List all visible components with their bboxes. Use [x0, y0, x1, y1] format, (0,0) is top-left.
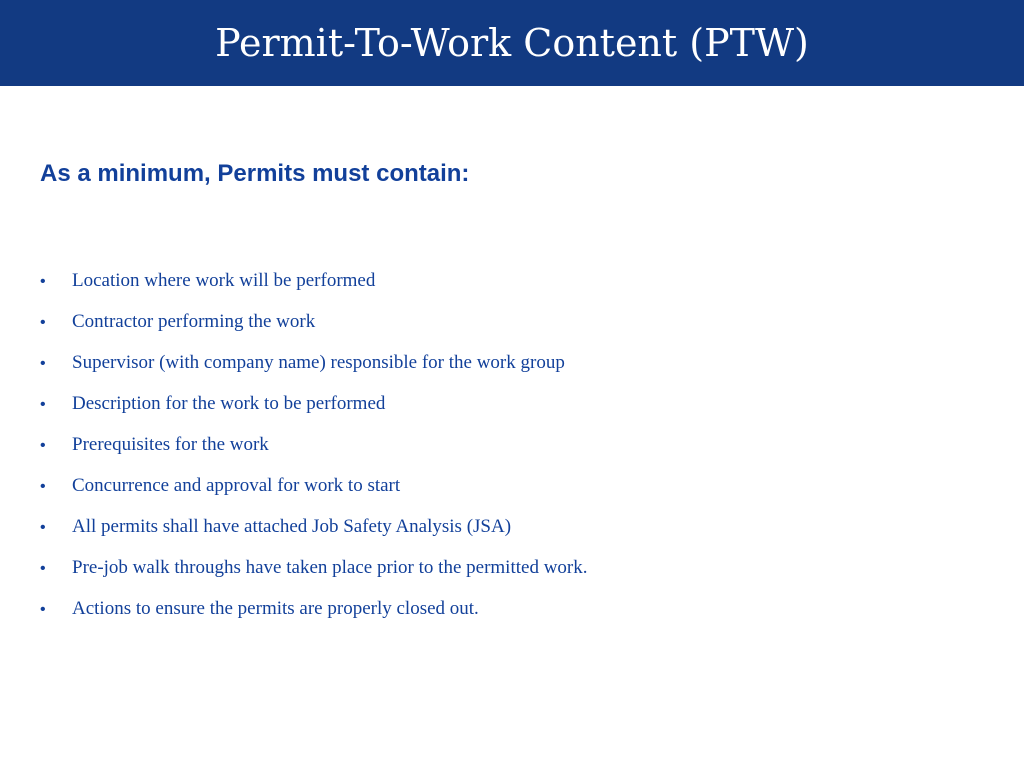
- bullet-text: Supervisor (with company name) responsible for the work group: [72, 352, 565, 373]
- bullet-text: Actions to ensure the permits are properly closed out.: [72, 598, 479, 619]
- bullet-text: All permits shall have attached Job Safety Analysis (JSA): [72, 516, 512, 537]
- bullet-icon: •: [40, 601, 46, 618]
- bullet-list: [40, 270, 588, 639]
- bullet-text: Concurrence and approval for work to start: [72, 475, 401, 496]
- bullet-text: Location where work will be performed: [72, 270, 376, 291]
- bullet-item: [40, 270, 588, 311]
- bullet-item: [40, 393, 588, 434]
- bullet-icon: •: [40, 273, 46, 290]
- slide-subtitle: As a minimum, Permits must contain:: [40, 160, 470, 187]
- slide-title: Permit-To-Work Content (PTW): [215, 21, 809, 65]
- bullet-icon: •: [40, 519, 46, 536]
- title-bar: [0, 0, 1024, 86]
- bullet-item: [40, 516, 588, 557]
- bullet-text: Prerequisites for the work: [72, 434, 269, 455]
- bullet-icon: •: [40, 478, 46, 495]
- bullet-item: [40, 475, 588, 516]
- bullet-icon: •: [40, 314, 46, 331]
- bullet-item: [40, 434, 588, 475]
- bullet-icon: •: [40, 396, 46, 413]
- bullet-icon: •: [40, 560, 46, 577]
- bullet-item: [40, 598, 588, 639]
- bullet-icon: •: [40, 437, 46, 454]
- bullet-icon: •: [40, 355, 46, 372]
- bullet-text: Description for the work to be performed: [72, 393, 386, 414]
- bullet-item: [40, 557, 588, 598]
- bullet-text: Pre-job walk throughs have taken place prior to the permitted work.: [72, 557, 588, 578]
- bullet-item: [40, 311, 588, 352]
- bullet-text: Contractor performing the work: [72, 311, 316, 332]
- bullet-item: [40, 352, 588, 393]
